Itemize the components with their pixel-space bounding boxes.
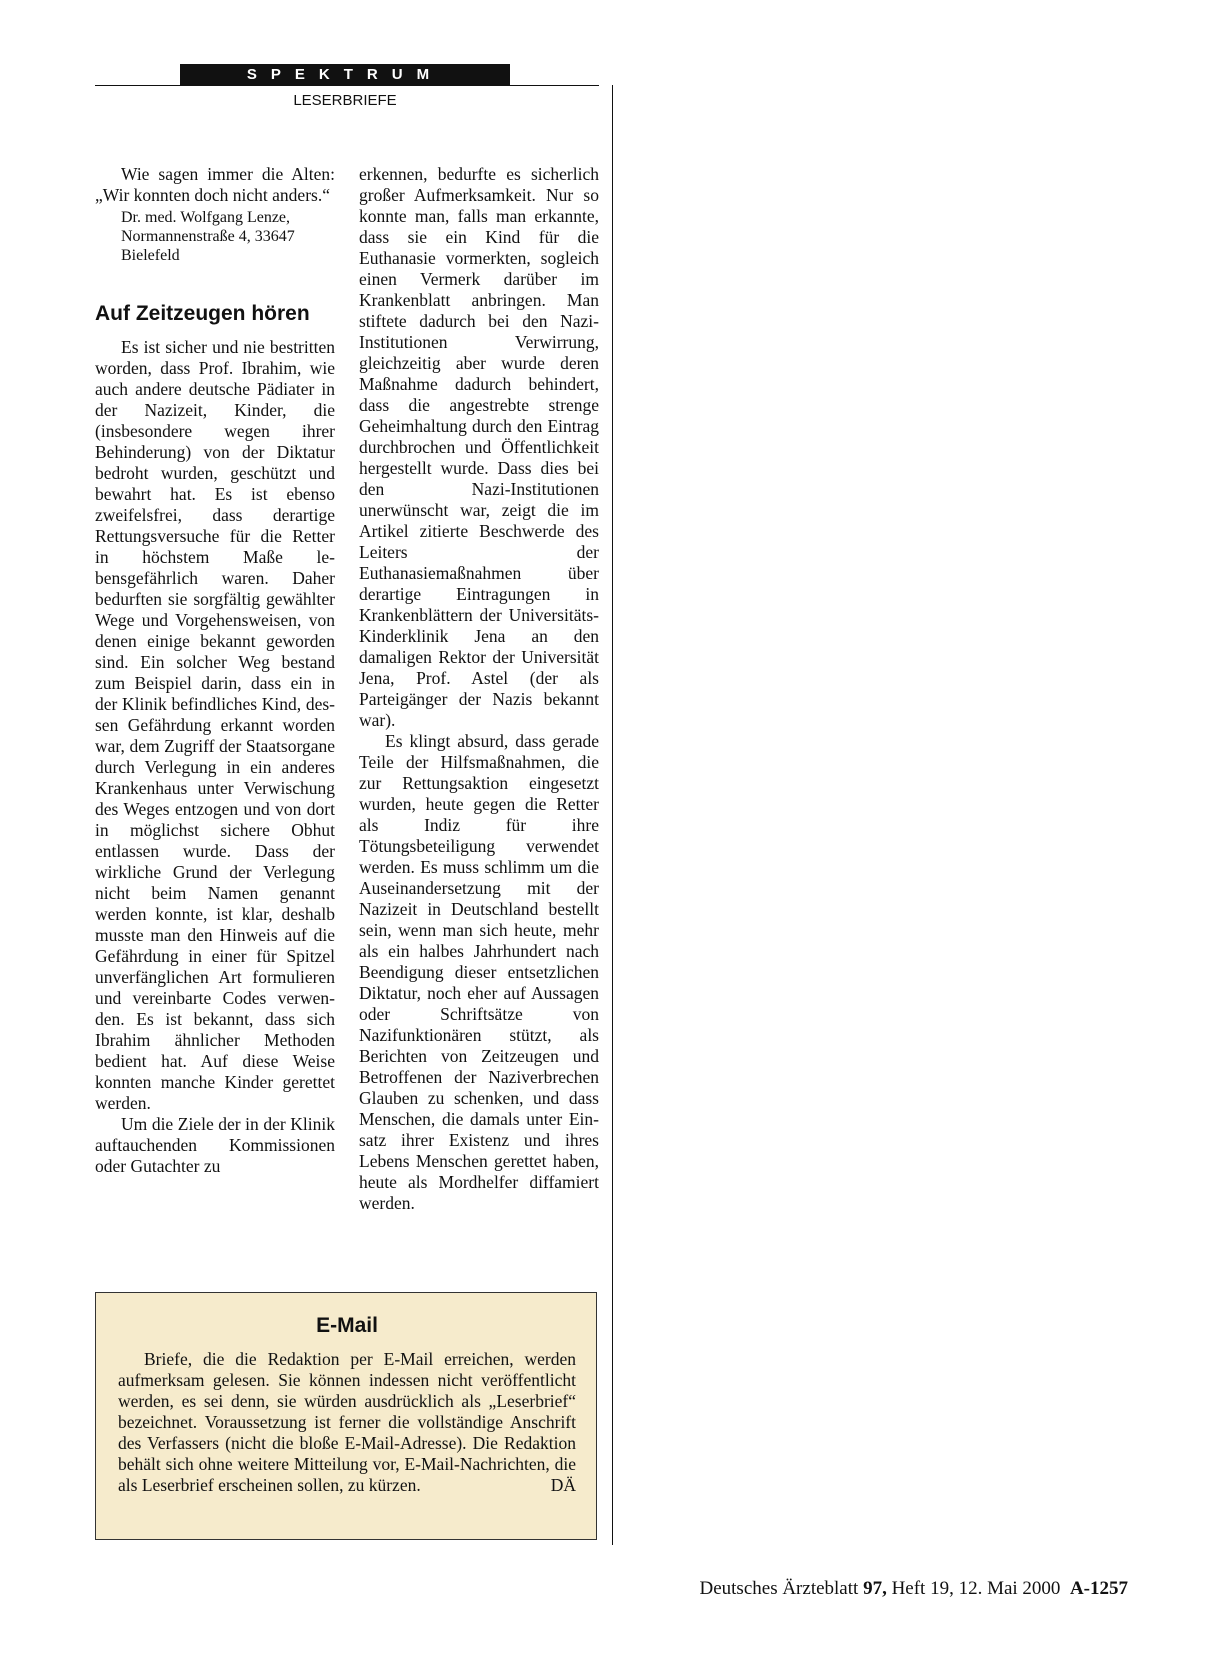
column-divider bbox=[612, 85, 613, 1545]
column-right bbox=[359, 164, 599, 1214]
email-box-signature: DÄ bbox=[550, 1475, 576, 1495]
journal-issue: Heft 19, 12. Mai 2000 bbox=[891, 1578, 1061, 1599]
page-footer bbox=[700, 1577, 1129, 1601]
email-box-title: E-Mail bbox=[316, 1314, 378, 1337]
article-paragraph: erkennen, bedurfte es sicherlich großer Aufmerksamkeit. Nur so konnte man, falls man erkannte, dass sie ein Kind für die Euthanasie vormerkten, sogleich einen Vermerk darüber im Krankenblatt anbringen. Man stiftete dadurch bei den Nazi-Institutionen Verwirrung, gleichzeitig aber wurde deren Maßnahme dadurch behindert, dass die angestrebte strenge Geheimhaltung durch den Eintrag durchbrochen und Öffentlichkeit hergestellt wurde. Dass dies bei den Nazi-Institutionen unerwünscht war, zeigt die im Artikel zitierte Beschwerde des Leiters der Euthanasiemaßnahmen über derartige Eintragungen in Krankenblättern der Universitäts-Kinderklinik Jena an den damaligen Rektor der Universität Jena, Prof. Astel (der als Parteigänger der Nazis bekannt war). bbox=[359, 164, 599, 730]
journal-volume: 97, bbox=[863, 1578, 887, 1599]
article-paragraph: Es ist sicher und nie bestritten worden, dass Prof. Ibrahim, wie auch andere deutsche Pädiater in der Nazizeit, Kinder, die (insbesondere wegen ihrer Behinderung) von der Diktatur bedroht wurden, geschützt und bewahrt hat. Es ist ebenso zweifelsfrei, dass derartige Rettungsversuche für die Retter in höchstem Maße lebensgefährlich waren. Daher bedurften sie sorgfältig gewählter Wege und Vorgehensweisen, von denen einige bekannt geworden sind. Ein solcher Weg bestand zum Beispiel darin, dass ein in der Klinik befindliches Kind, dessen Gefährdung erkannt worden war, dem Zugriff der Staatsorgane durch Verlegung in ein anderes Krankenhaus unter Verwischung des Weges entzogen und von dort in möglichst sichere Obhut entlassen wurde. Dass der wirkliche Grund der Verlegung nicht beim Namen genannt werden konnte, ist klar, deshalb musste man den Hinweis auf die Gefährdung in einer für Spitzel unverfänglichen Art formulieren und vereinbarte Codes verwenden. Es ist bekannt, dass sich Ibrahim ähnlicher Methoden bedient hat. Auf diese Weise konnten manche Kinder gerettet werden. bbox=[95, 337, 335, 1113]
article-paragraph: Um die Ziele der in der Klinik auftauchenden Kommissionen oder Gutachter zu bbox=[95, 1114, 335, 1176]
email-box-text bbox=[118, 1349, 576, 1496]
section-banner: SPEKTRUM bbox=[180, 64, 510, 86]
header-rule bbox=[95, 85, 599, 86]
letter-closing-text: Wie sagen immer die Alten: „Wir konnten doch nicht anders.“ bbox=[95, 164, 335, 205]
email-info-box bbox=[95, 1292, 597, 1540]
subsection-title: LESERBRIEFE bbox=[293, 92, 397, 109]
journal-name: Deutsches Ärzteblatt bbox=[699, 1578, 859, 1599]
column-left bbox=[95, 164, 335, 1177]
article-paragraph: Es klingt absurd, dass gerade Teile der Hilfsmaßnahmen, die zur Rettungsaktion eingesetzt wurden, heute gegen die Retter als Indiz für ihre Tötungsbeteiligung verwendet werden. Es muss schlimm um die Auseinandersetzung mit der Nazizeit in Deutschland bestellt sein, wenn man sich heute, mehr als ein halbes Jahrhundert nach Beendigung dieser entsetzlichen Diktatur, noch eher auf Aussagen oder Schriftsätze von Nazifunktionären stützt, als Berichten von Zeitzeugen und Betroffenen der Naziverbrechen Glauben zu schenken, und dass Menschen, die damals unter Einsatz ihrer Existenz und ihres Lebens Menschen gerettet haben, heute als Mordhelfer diffamiert werden. bbox=[359, 731, 599, 1213]
article-heading: Auf Zeitzeugen hören bbox=[95, 302, 310, 325]
page-number: A-1257 bbox=[1069, 1578, 1128, 1599]
letter-signature: Dr. med. Wolfgang Lenze, Normannenstraße 4, 33647 Bielefeld bbox=[121, 209, 295, 264]
email-box-body: Briefe, die die Redaktion per E-Mail erreichen, werden aufmerksam gelesen. Sie können indessen nicht veröffentlicht werden, es sei denn, sie würden ausdrücklich als „Leserbrief“ bezeichnet. Voraussetzung ist ferner die vollständige Anschrift des Verfassers (nicht die bloße E-Mail-Adresse). Die Redaktion behält sich ohne weitere Mitteilung vor, E-Mail-Nachrichten, die als Leserbrief erscheinen sollen, zu kürzen. bbox=[118, 1349, 576, 1495]
